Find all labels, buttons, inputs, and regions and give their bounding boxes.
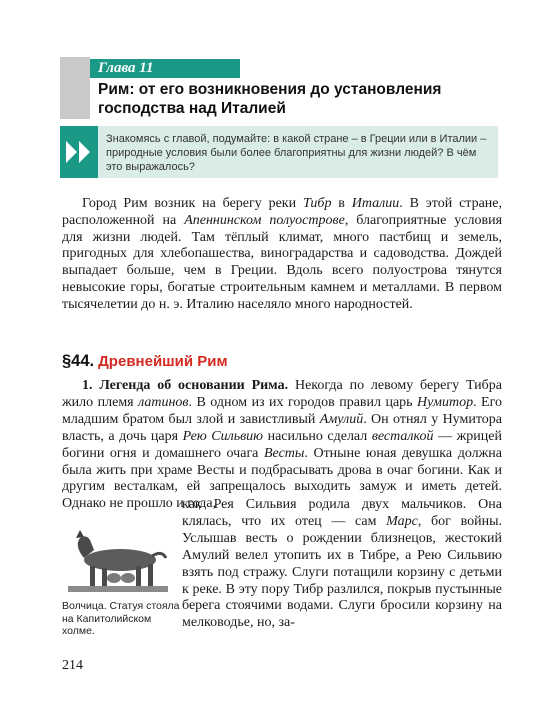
term-italy: Италии [351,196,400,211]
term-vestal: весталкой [371,428,434,444]
intro-paragraph: Город Рим возник на берегу реки Тибр в Италии. В этой стране, расположенной на Апеннинском полуострове, благоприятные условия для жизни людей. Там тёплый климат, много пастбищ и земель, пригодных для хлебопашества, виноградарства и садоводства. Дождей выпадает больше, чем в Греции. Вдоль всего полуострова тянутся невысокие горы, богатые строительным камнем и металлами. В первом тысячелетии до н. э. Италию населяло много народностей. [62,196,503,312]
term-latins: латинов [138,394,189,410]
term-numitor: Нумитор [417,394,474,410]
section-number: §44. [62,352,95,370]
legend-paragraph: 1. Легенда об основании Рима. Некогда по левому берегу Тибра жило племя латинов. В одном из их городов правил царь Нумитор. Его младшим братом был злой и завистливый Амулий. Он отнял у Нумитора власть, а дочь царя Рею Сильвию насильно сделал весталкой — жрицей богини огня и домашнего очага Весты. Отныне юная девушка должна была жить при храме Весты и подбрасывать дрова в очаг богини. Как и другим весталкам, ей запрещалось выходить замуж и иметь детей. Однако не прошло и года, [62,378,503,512]
term-tibr: Тибр [302,196,332,211]
task-text: Знакомясь с главой, подумайте: в какой стране – в Греции или в Италии – природные условия были более благоприятны для жизни людей? В чём это выражалось? [106,133,487,173]
paragraph-lead: 1. Легенда об основании Рима. [82,378,289,393]
double-arrow-icon [60,126,98,178]
chapter-marker [60,57,90,119]
page-number: 214 [62,658,83,673]
task-box [60,126,498,178]
she-wolf-statue-image [62,528,172,594]
chapter-title: Рим: от его возникновения до установления господства над Италией [98,81,442,117]
term-vesta: Весты [263,445,305,461]
chapter-label: Глава 11 [90,59,240,78]
section-heading [62,352,228,371]
section-title: Древнейший Рим [98,353,228,370]
term-mars: Марс [386,513,418,529]
legend-paragraph-continued: как Рея Сильвия родила двух мальчиков. Она клялась, что их отец — сам Марс, бог войны. Услышав весть о рождении близнецов, жестокий Амулий велел утопить их в Тибре, а Рею Сильвию взять под стражу. Слуги потащили корзину с детьми к реке. В эту пору Тибр разлился, покрыв пустынные берега стоячими водами. Слуги бросили корзину на мелководье, но, за- [182,497,502,631]
term-rhea: Рею Сильвию [182,428,264,444]
term-amulius: Амулий [319,411,364,427]
term-apennine: Апеннинском полуострове [184,212,345,228]
figure-caption: Волчица. Статуя стояла на Капитолийском холме. [62,600,180,637]
